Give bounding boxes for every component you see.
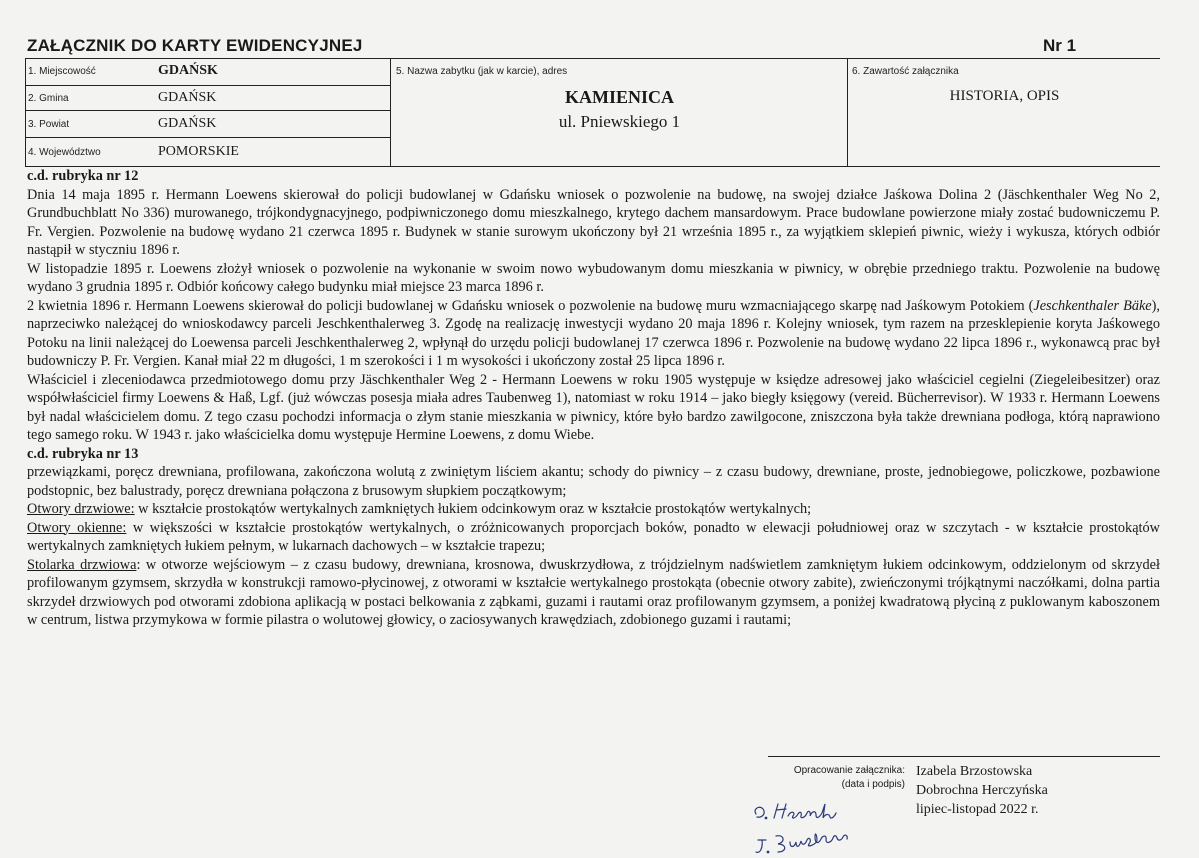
powiat-value: GDAŃSK <box>158 116 217 131</box>
row-divider <box>25 85 390 86</box>
document-number: Nr 1 <box>1043 36 1077 55</box>
column-divider <box>847 58 848 166</box>
prepared-by-label <box>770 764 905 792</box>
powiat-label: 3. Powiat <box>28 119 70 130</box>
text-span: w większości w kształcie prostokątów wertykalnych, o zróżnicowanych proporcjach boków, ponadto w elewacji południowej oraz w szczytach - w kształcie prostokątów wertykalnych zamkniętych łukiem pełnym, w lukarnach dachowych – w kształcie trapezu; <box>27 519 1160 554</box>
paragraph-retaining-wall <box>27 297 1160 371</box>
gmina-label: 2. Gmina <box>28 93 69 104</box>
miejscowosc-value: GDAŃSK <box>158 63 218 78</box>
wojewodztwo-value: POMORSKIE <box>158 144 239 159</box>
paragraph-basement-apartment: W listopadzie 1895 r. Loewens złożył wniosek o pozwolenie na wykonanie w swoim nowo wybudowanym domu mieszkania w piwnicy, w obrębie przedniego traktu. Pozwolenie na budowę wydano 3 grudnia 1895 r. Odbiór końcowy całego budynku miał miejsce 23 marca 1896 r. <box>27 260 1160 295</box>
table-left-border <box>25 58 26 166</box>
prepared-by-label-line1: Opracowanie załącznika: <box>793 765 905 776</box>
door-joinery-label: Stolarka drzwiowa <box>27 556 137 573</box>
preparation-date: lipiec-listopad 2022 r. <box>916 802 1039 817</box>
paragraph-permit-1895: Dnia 14 maja 1895 r. Hermann Loewens skierował do policji budowlanej w Gdańsku wniosek o pozwolenie na budowę, na swojej działce Jaśkowa Dolina 2 (Jäschkenthaler Weg No 2, Grundbuchblatt No 336) murowanego, trójkondygnacyjnego, podpiwniczonego domu mieszkalnego, krytego dachem mansardowym. Prace budowlane powierzone miały zostać budowniczemu P. Fr. Vergien. Pozwolenie na budowę wydano 21 czerwca 1895 r. Budynek w stanie surowym ukończony był 21 września 1895 r., za wyjątkiem sklepień piwnic, wieży i wykusza, których odbiór nastąpił w styczniu 1896 r. <box>27 186 1160 258</box>
zawartosc-value: HISTORIA, OPIS <box>949 88 1060 104</box>
author-2: Dobrochna Herczyńska <box>916 783 1048 798</box>
wojewodztwo-label: 4. Województwo <box>28 147 101 158</box>
window-openings-label: Otwory okienne: <box>27 519 127 536</box>
paragraph-door-openings <box>27 500 1160 519</box>
paragraph-owners: Właściciel i zleceniodawca przedmiotowego domu przy Jäschkenthaler Weg 2 - Hermann Loewens w roku 1905 występuje w księdze adresowej jako właściciel cegielni (Ziegeleibesitzer) oraz współwłaściciel firmy Loewens & Haß, Lgf. (już wówczas posesja miała adres Taubenweg 1), natomiast w roku 1914 – jako biegły księgowy (vereid. Bücherrevisor). W 1933 r. Hermann Loewens był nadal właścicielem domu. Z tego czasu pochodzi informacja o złym stanie mieszkania w piwnicy, które było bardzo zawilgocone, zniszczona była także drewniana podłoga, którą naprawiono tego samego roku. W 1943 r. jako właścicielka domu występuje Hermine Loewens, z domu Wiebe. <box>27 371 1160 443</box>
text-span: : w otworze wejściowym – z czasu budowy, drewniana, krosnowa, dwuskrzydłowa, z trójdzielnym nadświetlem zamkniętym łukiem odcinkowym, oddzielonym od skrzydeł profilowanym gzymsem, skrzydła w konstrukcji ramowo-płycinowej, z otworami w kształcie wertykalnego prostokąta (obecnie otwory zabite), zwieńczonymi trójkątnymi naczółkami, dolna partia skrzydeł drzwiowych pod otworami zdobiona aplikacją w postaci belkowania z ząbkami, guzami i rautami oraz profilowanym gzymsem, a poniżej kwadratową płyciną z puklowanym kaboszonem w centrum, listwa przymykowa w formie pilastra o wolutowej głowicy, o zaciosywanych krawędziach, zdobionego guzami i rautami; <box>27 556 1160 628</box>
section-heading-rubryka-13: c.d. rubryka nr 13 <box>27 445 139 462</box>
row-divider <box>25 137 390 138</box>
author-1: Izabela Brzostowska <box>916 764 1033 779</box>
gmina-value: GDAŃSK <box>158 90 217 105</box>
text-span: 2 kwietnia 1896 r. Hermann Loewens skierował do policji budowlanej w Gdańsku wniosek o pozwolenie na budowę muru wzmacniającego skarpę nad Jaśkowym Potokiem ( <box>27 297 1034 314</box>
monument-address: ul. Pniewskiego 1 <box>558 112 681 131</box>
section-heading-rubryka-12: c.d. rubryka nr 12 <box>27 168 139 184</box>
zawartosc-label: 6. Zawartość załącznika <box>852 66 959 77</box>
text-span: w kształcie prostokątów wertykalnych zamkniętych łukiem odcinkowym oraz w kształcie prostokątów wertykalnych; <box>134 501 812 517</box>
text-span-italic: Jeschkenthaler Bäke <box>1033 297 1152 314</box>
prepared-by-label-line2: (data i podpis) <box>841 779 905 790</box>
paragraph-window-openings <box>27 519 1160 556</box>
paragraph-door-joinery <box>27 556 1160 630</box>
table-top-border <box>25 58 1160 59</box>
prepared-by-values <box>916 762 1048 819</box>
document-body <box>27 167 1160 630</box>
handwritten-signature-image <box>748 796 908 858</box>
text-span: ), naprzeciwko należącej do wnioskodawcy parceli Jeschkenthalerweg 3. Zgodę na realizację inwestycji wydano 20 maja 1896 r. Kolejny wniosek, tym razem na przesklepienie koryta Jaśkowego Potoku na linii należącej do Loewensa parceli Jeschkenthalerweg 2, wpłynął do urzędu policji budowlanej 17 czerwca 1896 r. Pozwolenie na budowę wydano 22 lipca 1896 r., wykonawcą prac był budowniczy P. Fr. Vergien. Kanał miał 22 m długości, 1 m szerokości i 1 m wysokości i ukończony został 25 lipca 1896 r. <box>27 297 1160 369</box>
paragraph-stairs: przewiązkami, poręcz drewniana, profilowana, zakończona wolutą z zwiniętym liściem akantu; schody do piwnicy – z czasu budowy, drewniane, proste, jednobiegowe, policzkowe, pozbawione podstopnic, bez balustrady, poręcz drewniana połączona z brusowym słupkiem początkowym; <box>27 464 1160 499</box>
door-openings-label: Otwory drzwiowe: <box>27 501 135 517</box>
row-divider <box>25 110 390 111</box>
nazwa-label: 5. Nazwa zabytku (jak w karcie), adres <box>396 66 568 77</box>
document-title: ZAŁĄCZNIK DO KARTY EWIDENCYJNEJ <box>27 36 363 55</box>
miejscowosc-label: 1. Miejscowość <box>28 66 96 77</box>
monument-name: KAMIENICA <box>564 87 674 107</box>
column-divider <box>390 58 391 166</box>
footer-divider <box>768 756 1160 757</box>
